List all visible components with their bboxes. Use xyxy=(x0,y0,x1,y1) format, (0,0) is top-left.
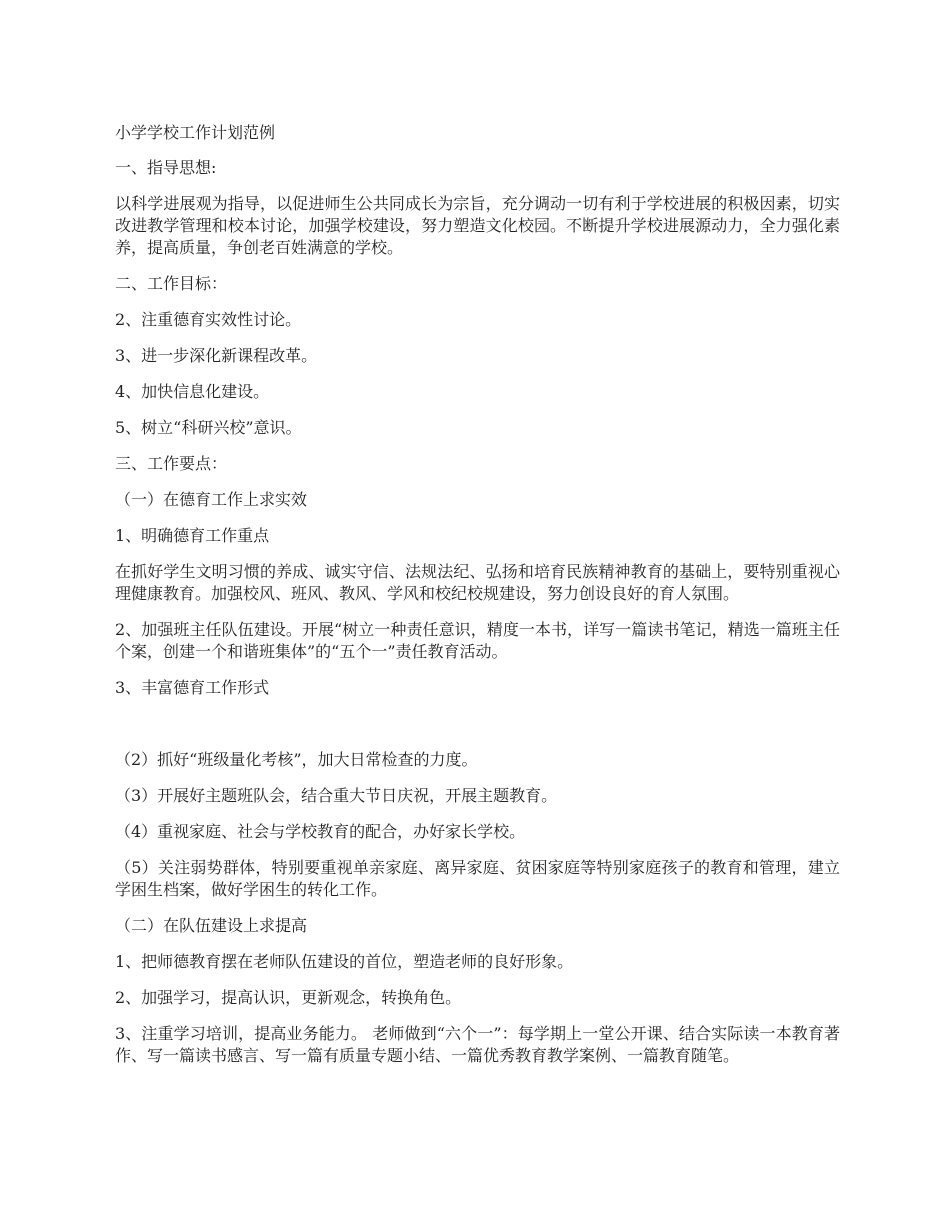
list-item: 3、丰富德育工作形式 xyxy=(115,678,270,697)
goal-item: 4、加快信息化建设。 xyxy=(115,382,270,401)
goal-item: 2、注重德育实效性讨论。 xyxy=(115,310,302,329)
section-heading-guiding-thought: 一、指导思想: xyxy=(115,158,217,177)
section-heading-key-points: 三、工作要点： xyxy=(115,454,228,473)
blank-gap xyxy=(115,713,840,749)
paragraph-guiding-thought: 以科学进展观为指导，以促进师生公共同成长为宗旨，充分调动一切有利于学校进展的积极因素，切实改进教学管理和校本讨论，加强学校建设，努力塑造文化校园。不断提升学校进展源动力，全力强化素养，提高质量，争创老百姓满意的学校。 xyxy=(115,194,840,257)
section-heading-goals: 二、工作目标： xyxy=(115,274,228,293)
list-item: （4）重视家庭、社会与学校教育的配合，办好家长学校。 xyxy=(115,822,526,841)
list-item: 1、明确德育工作重点 xyxy=(115,526,270,545)
document-page xyxy=(115,122,840,1081)
list-item: （3）开展好主题班队会，结合重大节日庆祝，开展主题教育。 xyxy=(115,786,558,805)
subsection-heading-moral-education: （一）在德育工作上求实效 xyxy=(115,490,308,509)
paragraph-moral-focus: 在抓好学生文明习惯的养成、诚实守信、法规法纪、弘扬和培育民族精神教育的基础上，要特别重视心理健康教育。加强校风、班风、教风、学风和校纪校规建设，努力创设良好的育人氛围。 xyxy=(115,562,840,603)
list-item: 3、注重学习培训，提高业务能力。 老师做到“六个一”：每学期上一堂公开课、结合实际读一本教育著作、写一篇读书感言、写一篇有质量专题小结、一篇优秀教育教学案例、一篇教育随笔。 xyxy=(115,1024,840,1065)
list-item: 2、加强学习，提高认识，更新观念，转换角色。 xyxy=(115,988,462,1007)
goal-item: 3、进一步深化新课程改革。 xyxy=(115,346,318,365)
document-title: 小学学校工作计划范例 xyxy=(115,123,276,142)
list-item: （5）关注弱势群体，特别要重视单亲家庭、离异家庭、贫困家庭等特别家庭孩子的教育和管理，建立学困生档案，做好学困生的转化工作。 xyxy=(115,858,840,899)
list-item: 1、把师德教育摆在老师队伍建设的首位，塑造老师的良好形象。 xyxy=(115,952,574,971)
list-item: （2）抓好“班级量化考核”，加大日常检查的力度。 xyxy=(115,750,478,769)
list-item: 2、加强班主任队伍建设。开展“树立一种责任意识，精度一本书，详写一篇读书笔记，精选一篇班主任个案，创建一个和谐班集体”的“五个一”责任教育活动。 xyxy=(115,620,840,661)
subsection-heading-staff-building: （二）在队伍建设上求提高 xyxy=(115,916,308,935)
goal-item: 5、树立“科研兴校”意识。 xyxy=(115,418,302,437)
